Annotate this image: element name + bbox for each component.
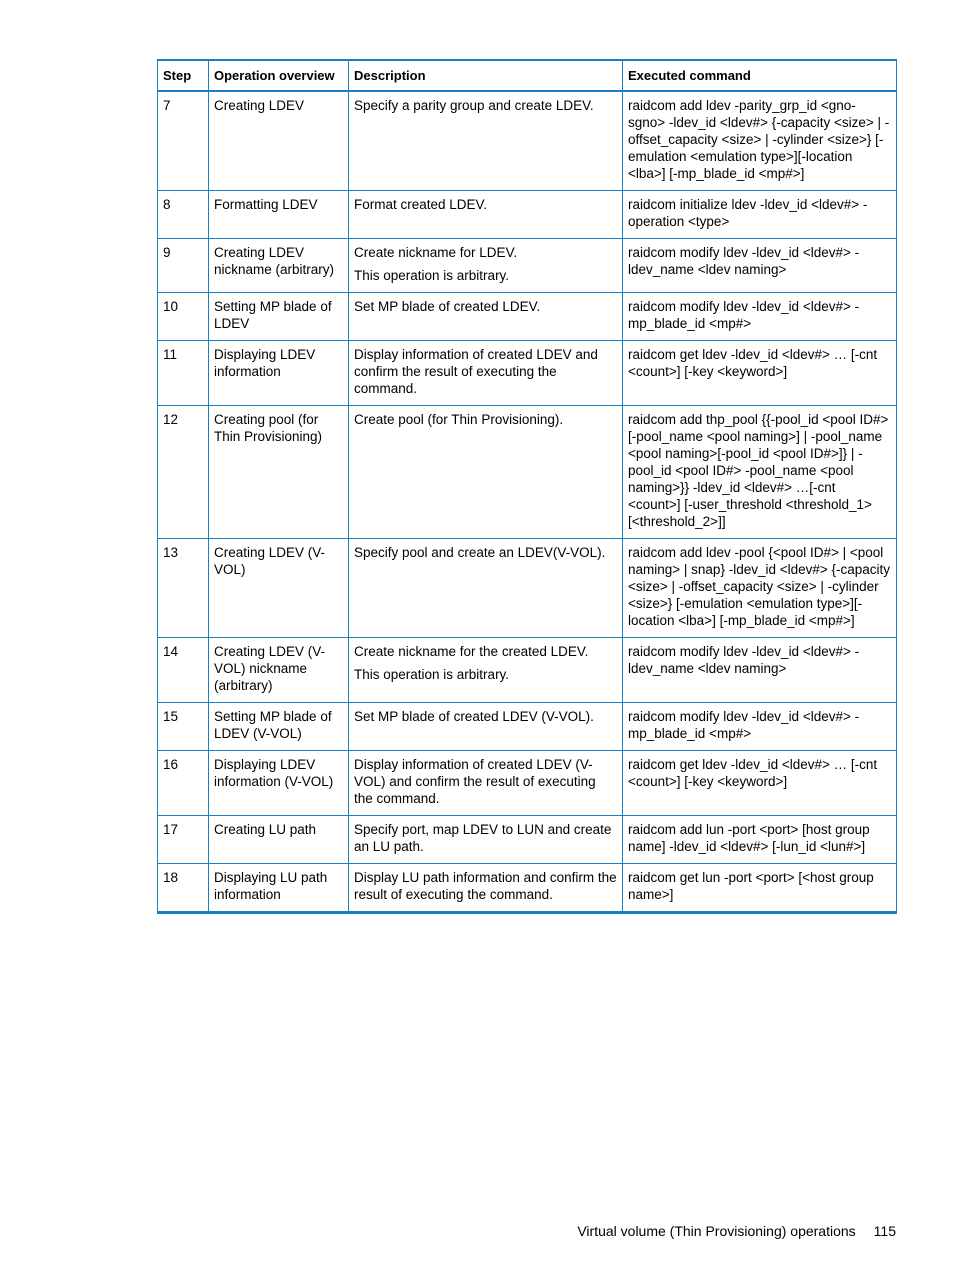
page-number: 115 bbox=[873, 1223, 896, 1239]
description-note: This operation is arbitrary. bbox=[354, 268, 510, 283]
table-row bbox=[158, 539, 897, 638]
step-cell bbox=[158, 191, 209, 239]
command-cell-text: raidcom modify ldev -ldev_id <ldev#> -ldev_name <ldev naming> bbox=[628, 245, 860, 277]
operation-cell-text: Displaying LDEV information bbox=[214, 347, 316, 379]
operation-cell-text: Displaying LDEV information (V-VOL) bbox=[214, 757, 334, 789]
operation-cell bbox=[209, 703, 349, 751]
table-row bbox=[158, 816, 897, 864]
operation-cell-text: Setting MP blade of LDEV (V-VOL) bbox=[214, 709, 332, 741]
description-cell-text: Set MP blade of created LDEV (V-VOL). bbox=[354, 709, 594, 724]
operation-cell-text: Creating LDEV (V-VOL) nickname (arbitrary) bbox=[214, 644, 326, 693]
step-cell-text: 18 bbox=[163, 870, 179, 885]
description-cell bbox=[349, 191, 623, 239]
command-cell-text: raidcom modify ldev -ldev_id <ldev#> -mp_blade_id <mp#> bbox=[628, 299, 860, 331]
step-cell-text: 13 bbox=[163, 545, 179, 560]
command-cell-text: raidcom modify ldev -ldev_id <ldev#> -mp_blade_id <mp#> bbox=[628, 709, 860, 741]
description-cell-text: Create pool (for Thin Provisioning). bbox=[354, 412, 564, 427]
table-row bbox=[158, 341, 897, 406]
description-cell-text: Create nickname for LDEV. bbox=[354, 245, 518, 260]
description-cell bbox=[349, 293, 623, 341]
step-cell-text: 14 bbox=[163, 644, 179, 659]
step-cell bbox=[158, 864, 209, 913]
description-cell bbox=[349, 816, 623, 864]
table-row bbox=[158, 406, 897, 539]
description-cell bbox=[349, 703, 623, 751]
operation-cell bbox=[209, 239, 349, 293]
description-cell bbox=[349, 406, 623, 539]
footer-section-title: Virtual volume (Thin Provisioning) operations bbox=[577, 1223, 856, 1239]
operation-cell-text: Setting MP blade of LDEV bbox=[214, 299, 332, 331]
operation-cell bbox=[209, 751, 349, 816]
step-cell-text: 9 bbox=[163, 245, 171, 260]
description-cell bbox=[349, 751, 623, 816]
command-cell-text: raidcom modify ldev -ldev_id <ldev#> -ldev_name <ldev naming> bbox=[628, 644, 860, 676]
operation-cell bbox=[209, 293, 349, 341]
step-cell-text: 12 bbox=[163, 412, 179, 427]
command-cell bbox=[623, 638, 897, 703]
table-body bbox=[158, 91, 897, 913]
description-cell-text: Display LU path information and confirm the result of executing the command. bbox=[354, 870, 617, 902]
operation-cell-text: Creating LDEV (V-VOL) bbox=[214, 545, 326, 577]
description-cell bbox=[349, 864, 623, 913]
description-cell bbox=[349, 539, 623, 638]
description-cell bbox=[349, 638, 623, 703]
step-cell-text: 17 bbox=[163, 822, 179, 837]
table-header-row bbox=[158, 60, 897, 91]
operation-cell bbox=[209, 638, 349, 703]
step-cell bbox=[158, 638, 209, 703]
step-cell-text: 15 bbox=[163, 709, 179, 724]
header-executed-command: Executed command bbox=[623, 60, 897, 91]
step-cell-text: 8 bbox=[163, 197, 171, 212]
operation-cell-text: Creating LU path bbox=[214, 822, 317, 837]
description-cell-text: Specify pool and create an LDEV(V-VOL). bbox=[354, 545, 606, 560]
command-cell bbox=[623, 406, 897, 539]
command-cell-text: raidcom initialize ldev -ldev_id <ldev#> -operation <type> bbox=[628, 197, 868, 229]
command-cell-text: raidcom get ldev -ldev_id <ldev#> … [-cnt <count>] [-key <keyword>] bbox=[628, 347, 878, 379]
header-operation-overview: Operation overview bbox=[209, 60, 349, 91]
table-row bbox=[158, 293, 897, 341]
description-cell-text: Specify port, map LDEV to LUN and create an LU path. bbox=[354, 822, 612, 854]
table-row bbox=[158, 638, 897, 703]
table-row bbox=[158, 864, 897, 913]
step-cell-text: 7 bbox=[163, 98, 171, 113]
command-cell-text: raidcom get lun -port <port> [<host group name>] bbox=[628, 870, 874, 902]
header-step: Step bbox=[158, 60, 209, 91]
operation-cell bbox=[209, 406, 349, 539]
table-row bbox=[158, 703, 897, 751]
command-cell bbox=[623, 191, 897, 239]
description-note: This operation is arbitrary. bbox=[354, 667, 510, 682]
description-cell bbox=[349, 239, 623, 293]
table-row bbox=[158, 191, 897, 239]
operation-cell bbox=[209, 191, 349, 239]
command-cell-text: raidcom add ldev -parity_grp_id <gno-sgno> -ldev_id <ldev#> {-capacity <size> | -offset_capacity <size> | -cylinder <size>} [-emulation <emulation type>][-location <lba>] [-mp_blade_id <mp#>] bbox=[628, 98, 890, 181]
step-cell bbox=[158, 341, 209, 406]
command-cell bbox=[623, 864, 897, 913]
step-cell-text: 16 bbox=[163, 757, 179, 772]
command-cell-text: raidcom add ldev -pool {<pool ID#> | <pool naming> | snap} -ldev_id <ldev#> {-capacity <size> | -offset_capacity <size> | -cylinder <size>} [-emulation <emulation type>][-location <lba>] [-mp_blade_id <mp#>] bbox=[628, 545, 891, 628]
step-cell bbox=[158, 293, 209, 341]
operations-table bbox=[157, 59, 897, 914]
command-cell-text: raidcom add lun -port <port> [host group name] -ldev_id <ldev#> [-lun_id <lun#>] bbox=[628, 822, 870, 854]
operation-cell bbox=[209, 816, 349, 864]
operation-cell-text: Creating pool (for Thin Provisioning) bbox=[214, 412, 323, 444]
operation-cell-text: Displaying LU path information bbox=[214, 870, 328, 902]
table-row bbox=[158, 239, 897, 293]
step-cell bbox=[158, 406, 209, 539]
description-cell-text: Create nickname for the created LDEV. bbox=[354, 644, 589, 659]
step-cell bbox=[158, 91, 209, 191]
operation-cell bbox=[209, 539, 349, 638]
description-cell-text: Set MP blade of created LDEV. bbox=[354, 299, 541, 314]
command-cell bbox=[623, 239, 897, 293]
description-cell-text: Format created LDEV. bbox=[354, 197, 488, 212]
operation-cell bbox=[209, 91, 349, 191]
command-cell bbox=[623, 539, 897, 638]
header-description: Description bbox=[349, 60, 623, 91]
step-cell bbox=[158, 239, 209, 293]
description-cell bbox=[349, 341, 623, 406]
operation-cell-text: Creating LDEV bbox=[214, 98, 305, 113]
command-cell-text: raidcom get ldev -ldev_id <ldev#> … [-cnt <count>] [-key <keyword>] bbox=[628, 757, 878, 789]
command-cell bbox=[623, 293, 897, 341]
step-cell bbox=[158, 751, 209, 816]
command-cell bbox=[623, 91, 897, 191]
description-cell bbox=[349, 91, 623, 191]
description-cell-text: Display information of created LDEV (V-VOL) and confirm the result of executing the command. bbox=[354, 757, 596, 806]
step-cell bbox=[158, 703, 209, 751]
command-cell bbox=[623, 341, 897, 406]
description-cell-text: Specify a parity group and create LDEV. bbox=[354, 98, 594, 113]
command-cell-text: raidcom add thp_pool {{-pool_id <pool ID#> [-pool_name <pool naming>] | -pool_name <pool naming>[-pool_id <pool ID#>]} | -pool_id <pool ID#> -pool_name <pool naming>}} -ldev_id <ldev#> …[-cnt <count>] [-user_threshold <threshold_1> [<threshold_2>]] bbox=[628, 412, 889, 529]
command-cell bbox=[623, 751, 897, 816]
description-cell-text: Display information of created LDEV and confirm the result of executing the command. bbox=[354, 347, 598, 396]
table-row bbox=[158, 751, 897, 816]
operation-cell-text: Creating LDEV nickname (arbitrary) bbox=[214, 245, 335, 277]
step-cell-text: 10 bbox=[163, 299, 179, 314]
step-cell-text: 11 bbox=[163, 347, 178, 362]
table-row bbox=[158, 91, 897, 191]
step-cell bbox=[158, 539, 209, 638]
step-cell bbox=[158, 816, 209, 864]
command-cell bbox=[623, 703, 897, 751]
command-cell bbox=[623, 816, 897, 864]
operation-cell bbox=[209, 864, 349, 913]
page-footer bbox=[577, 1223, 896, 1239]
operation-cell bbox=[209, 341, 349, 406]
operation-cell-text: Formatting LDEV bbox=[214, 197, 318, 212]
